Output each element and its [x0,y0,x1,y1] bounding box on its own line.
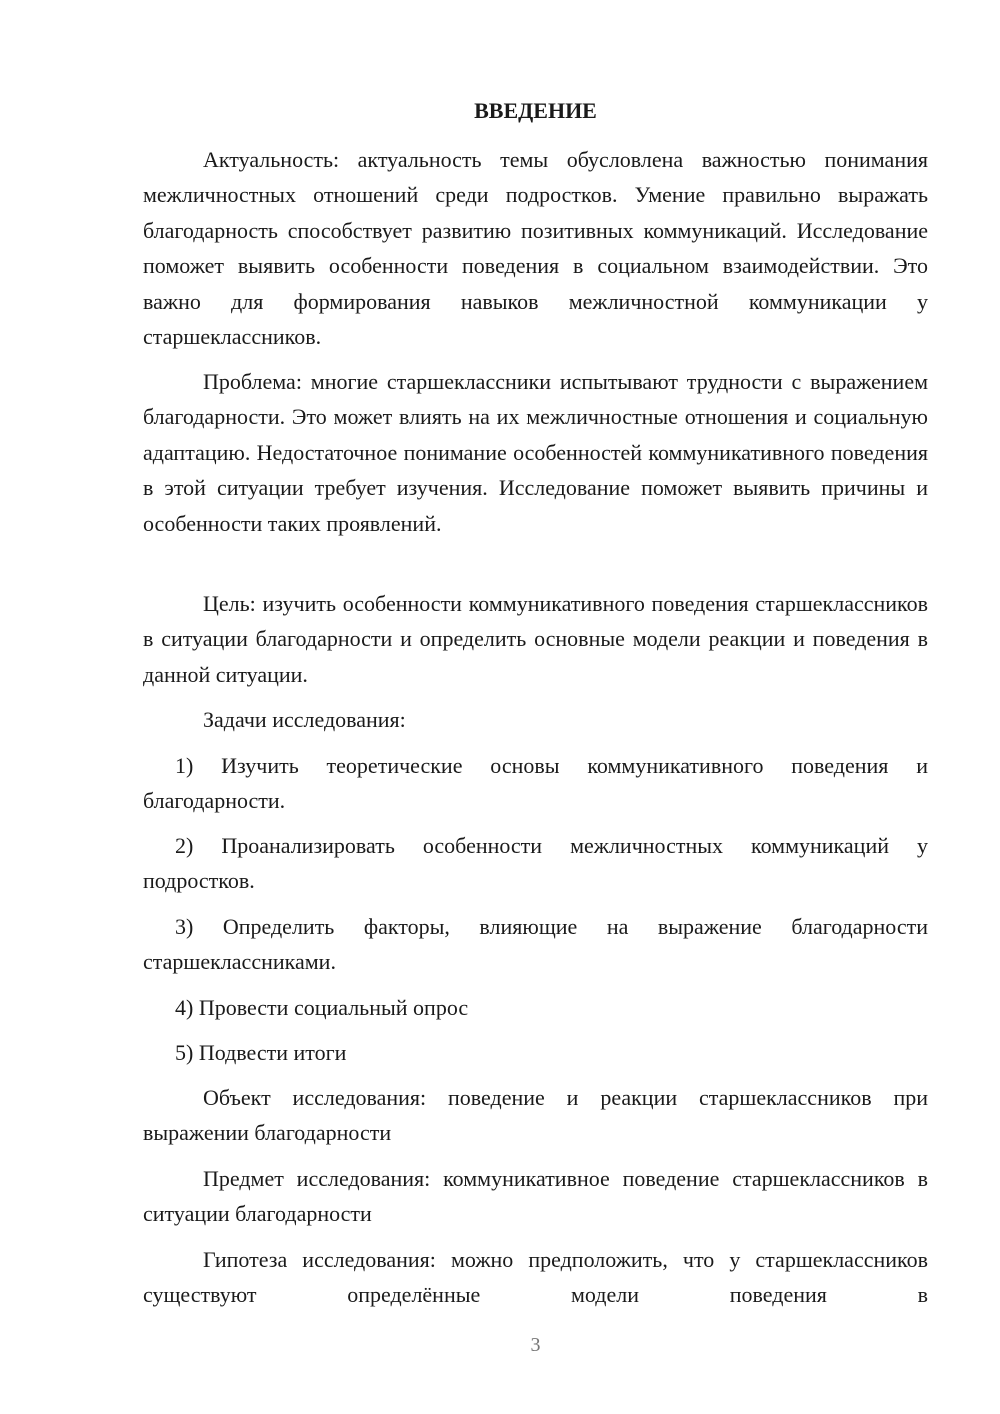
list-item-task-4: 4) Провести социальный опрос [175,995,469,1020]
list-item-task-1: 1) Изучить теоретические основы коммуникативного поведения и благодарности. [143,753,928,814]
paragraph-relevance: Актуальность: актуальность темы обусловлена важностью понимания межличностных отношений среди подростков. Умение правильно выражать благодарность способствует развитию позитивных коммуникаций. Исследование поможет выявить особенности поведения в социальном взаимодействии. Это важно для формирования навыков межличностной коммуникации у старшеклассников. [143,147,928,350]
list-item-task-5: 5) Подвести итоги [175,1040,347,1065]
list-item-task-2: 2) Проанализировать особенности межличностных коммуникаций у подростков. [143,833,928,894]
paragraph-subject: Предмет исследования: коммуникативное поведение старшеклассников в ситуации благодарности [143,1166,928,1227]
page-number: 3 [530,1334,541,1356]
paragraph-object: Объект исследования: поведение и реакции старшеклассников при выражении благодарности [143,1085,928,1146]
paragraph-problem: Проблема: многие старшеклассники испытывают трудности с выражением благодарности. Это может влиять на их межличностные отношения и социальную адаптацию. Недостаточное понимание особенностей коммуникативного поведения в этой ситуации требует изучения. Исследование поможет выявить причины и особенности таких проявлений. [143,369,928,536]
paragraph-goal: Цель: изучить особенности коммуникативного поведения старшеклассников в ситуации благодарности и определить основные модели реакции и поведения в данной ситуации. [143,591,928,687]
section-title: ВВЕДЕНИЕ [474,98,597,123]
list-item-task-3: 3) Определить факторы, влияющие на выражение благодарности старшеклассниками. [143,914,928,975]
paragraph-hypothesis: Гипотеза исследования: можно предположить, что у старшеклассников существуют определённые модели поведения в [143,1247,928,1308]
paragraph-tasks-heading: Задачи исследования: [203,707,406,732]
